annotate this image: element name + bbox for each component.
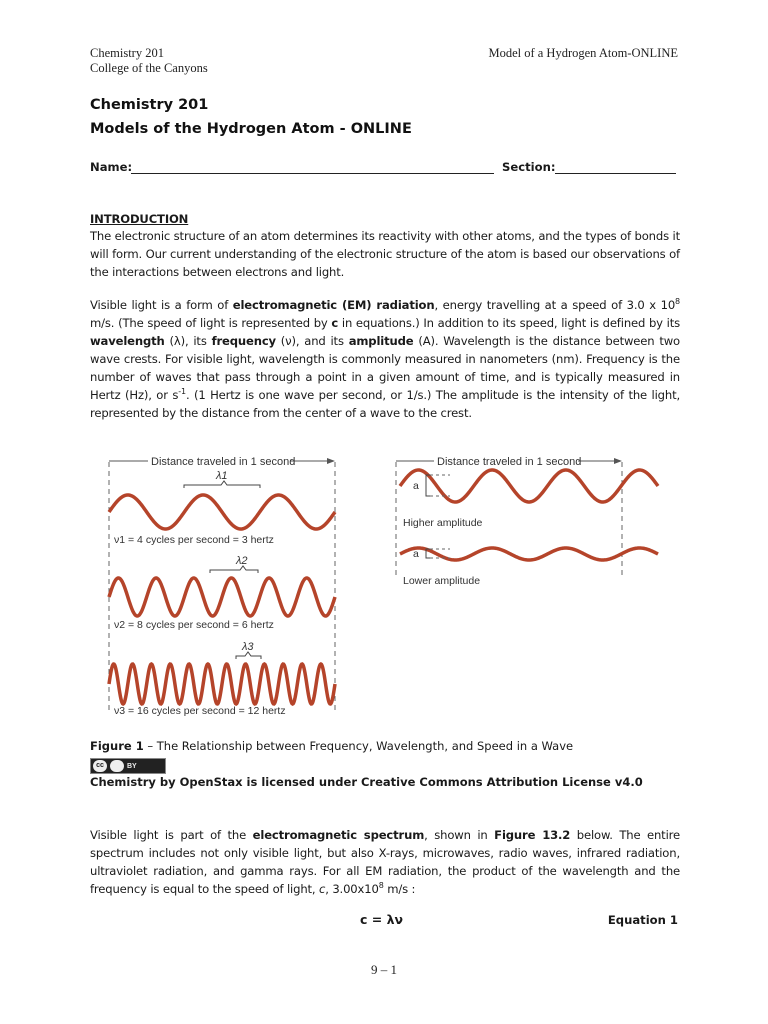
lambda2-label: λ2	[236, 555, 248, 567]
header-course	[90, 46, 208, 76]
lambda1-label: λ1	[216, 470, 228, 482]
spectrum-paragraph: Visible light is part of the electromagnetic spectrum, shown in Figure 13.2 below. The entire spectrum includes not only visible light, but also X-rays, microwaves, radio waves, infrared radiation, ultraviolet radiation, and gamma rays. For all EM radiation, the product of the wavelength and the frequency is equal to the speed of light, c, $3.00x10^8$ m/s :	[90, 828, 680, 896]
distance-arrowhead-right	[614, 458, 622, 464]
wave-16-cycles	[109, 664, 335, 704]
equation-label: Equation 1	[607, 913, 678, 927]
wave-4-cycles	[109, 495, 335, 529]
header-college: College of the Canyons	[90, 61, 208, 75]
cc-logo-icon: cc	[93, 760, 107, 772]
cc-by-text: BY	[127, 762, 137, 770]
lambda3-label: λ3	[242, 641, 254, 653]
right-distance-label: Distance traveled in 1 second	[437, 456, 582, 468]
intro-paragraph-2: Visible light is a form of electromagnetic (EM) radiation, energy travelling at a speed of 3.0 x $10^8$ m/s. (The speed of light is represented by c in equations.) In addition to its speed, light is defined by its wavelength (λ), its frequency (ν), and its amplitude (A). Wavelength is the distance between two wave crests. For visible light, wavelength is commonly measured in nanometers (nm). Frequency is the number of waves that pass through a point in a given amount of time, and is typically measured in Hertz (Hz), or $s^{-1}$. (1 Hertz is one wave per second, or 1/s.) The amplitude is the intensity of the light, represented by the distance from the center of a wave to the crest.	[90, 297, 681, 420]
intro-paragraph-1: The electronic structure of an atom determines its reactivity with other atoms, and the types of bonds it will form. Our current understanding of the electronic structure of the atom is based our observations of the interactions between electrons and light.	[90, 229, 680, 279]
higher-amplitude-label: Higher amplitude	[403, 517, 483, 529]
title-line-2: Models of the Hydrogen Atom - ONLINE	[90, 121, 412, 137]
left-distance-label: Distance traveled in 1 second	[151, 456, 296, 468]
page-title	[90, 93, 412, 141]
title-line-1: Chemistry 201	[90, 97, 209, 113]
nu2-label: ν2 = 8 cycles per second = 6 hertz	[114, 619, 274, 631]
wave-figure	[100, 448, 670, 723]
amp-a-higher: a	[413, 480, 419, 492]
wave-8-cycles	[109, 578, 335, 616]
lambda3-brace	[236, 652, 261, 659]
person-icon	[110, 760, 124, 772]
header-course-name: Chemistry 201	[90, 46, 164, 60]
header-document-title: Model of a Hydrogen Atom-ONLINE	[488, 46, 678, 60]
license-line: Chemistry by OpenStax is licensed under Creative Commons Attribution License v4.0	[90, 775, 643, 789]
section-field[interactable]	[555, 173, 676, 174]
page-number: 9 – 1	[371, 962, 397, 977]
name-label: Name:	[90, 160, 133, 174]
section-label: Section:	[502, 160, 556, 174]
cc-license-badge[interactable]	[90, 758, 166, 774]
distance-arrowhead-left	[327, 458, 335, 464]
intro-heading: INTRODUCTION	[90, 212, 189, 226]
nu3-label: ν3 = 16 cycles per second = 12 hertz	[114, 705, 286, 717]
figure-caption: Figure 1 – The Relationship between Frequency, Wavelength, and Speed in a Wave	[90, 739, 574, 753]
nu1-label: ν1 = 4 cycles per second = 3 hertz	[114, 534, 274, 546]
name-section-row	[90, 160, 690, 180]
amp-a-lower: a	[413, 548, 419, 560]
lambda1-brace	[184, 481, 260, 488]
name-field[interactable]	[131, 173, 494, 174]
equation-formula: c = λν	[360, 912, 404, 927]
lambda2-brace	[210, 566, 258, 573]
lower-amplitude-label: Lower amplitude	[403, 575, 481, 587]
